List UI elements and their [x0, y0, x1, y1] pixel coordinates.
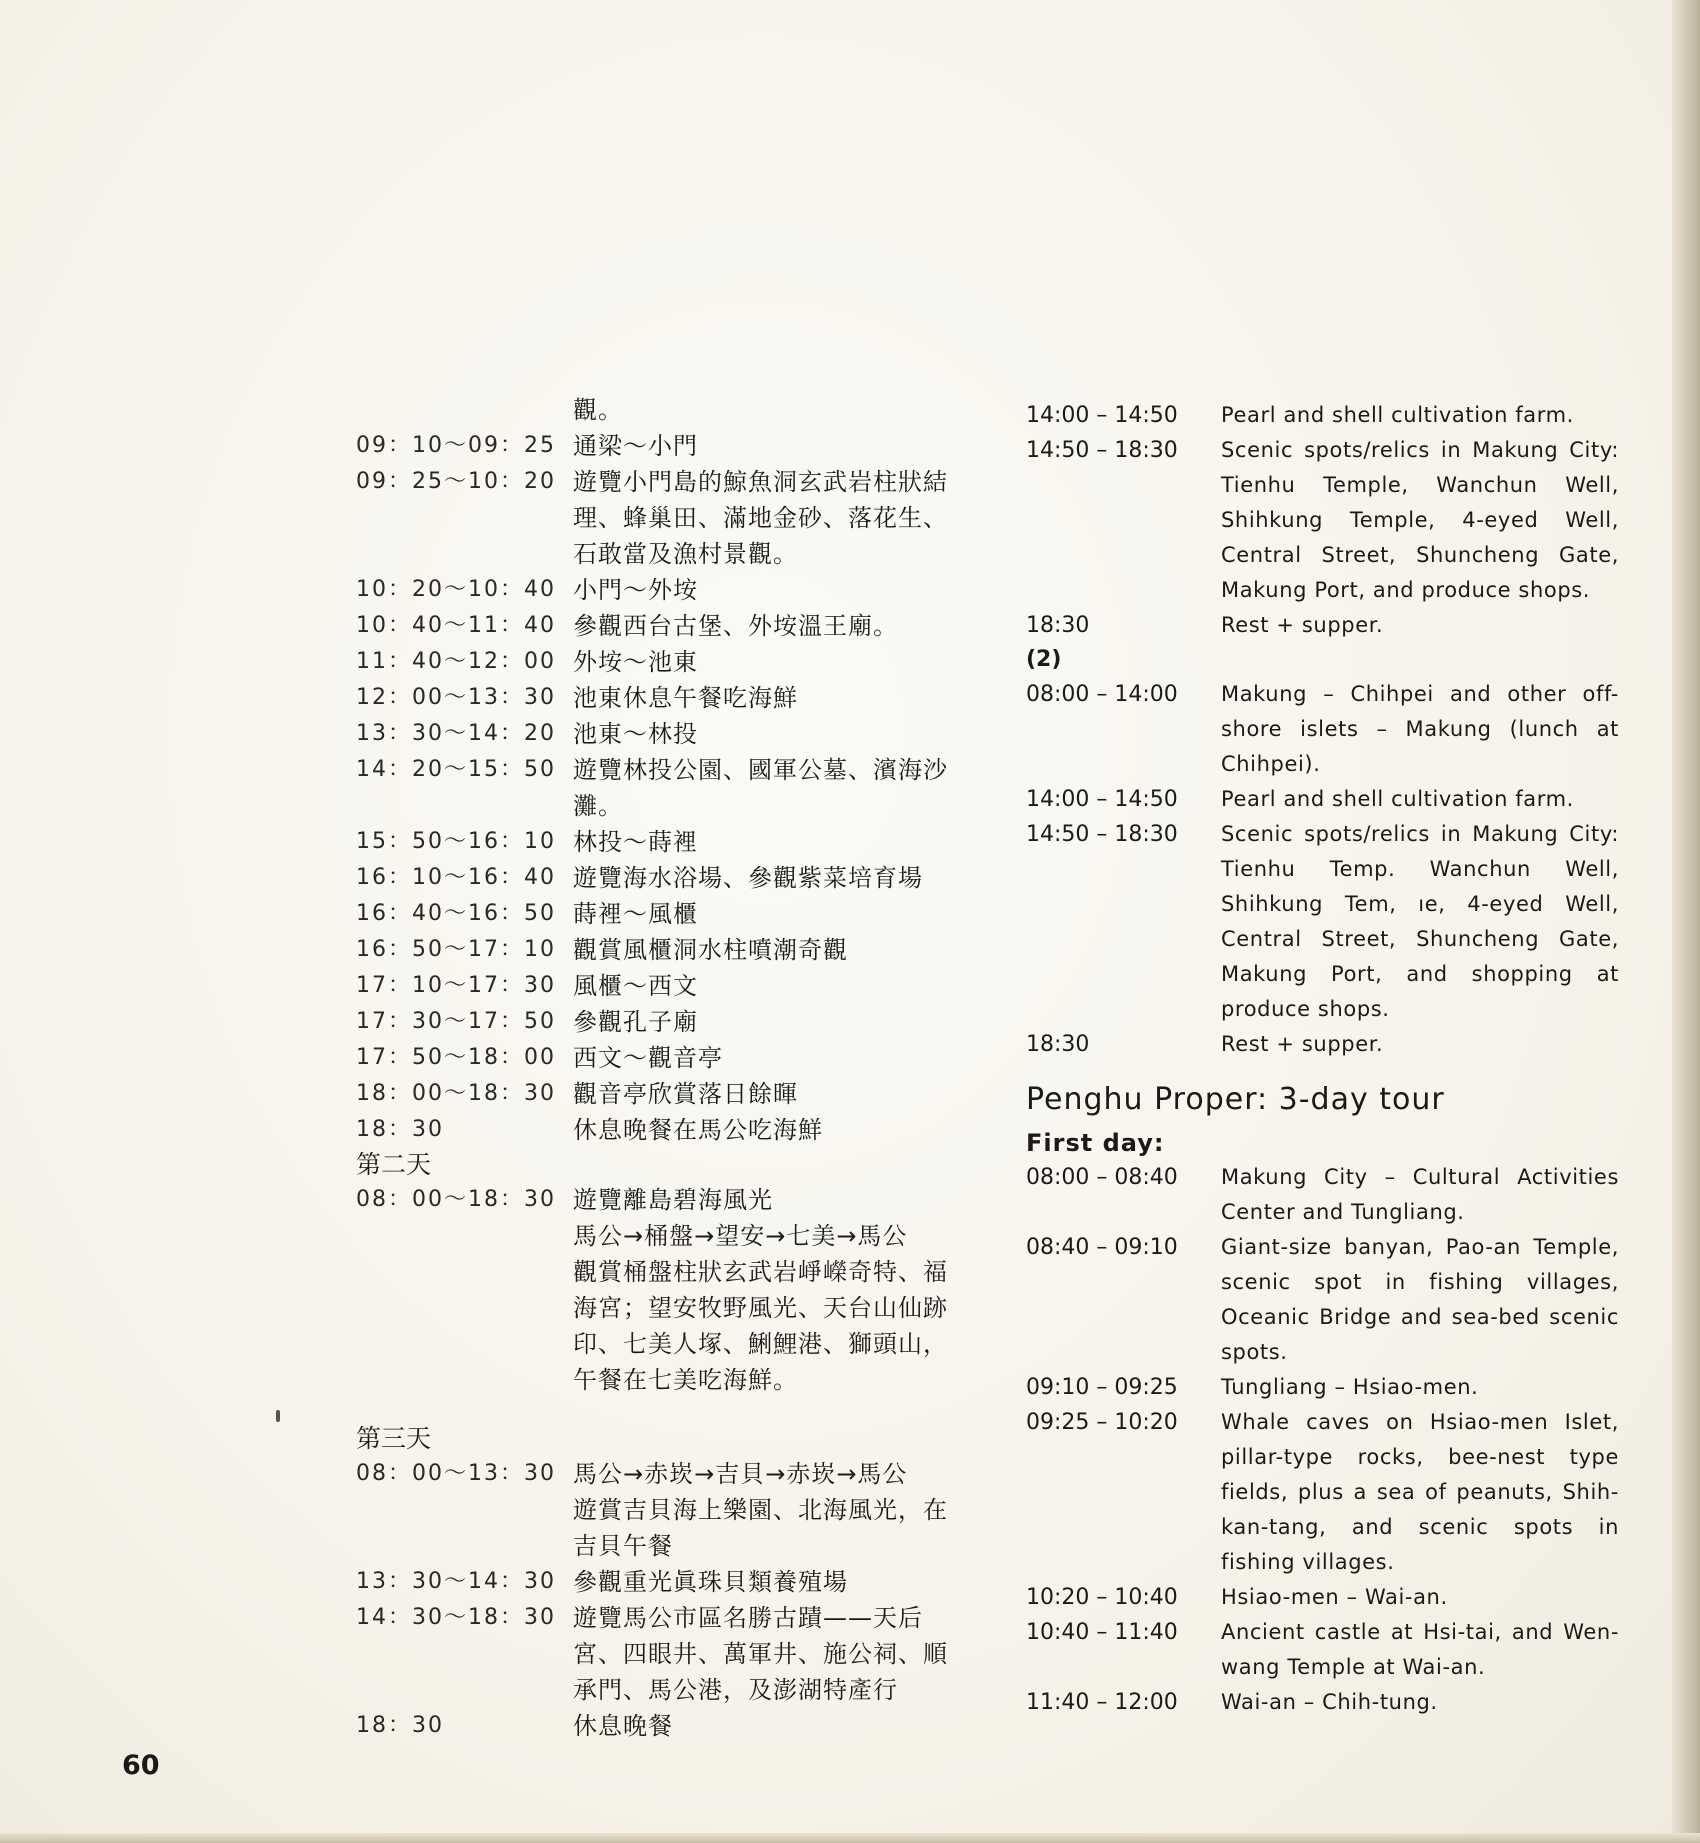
row-description: 觀音亭欣賞落日餘暉 [573, 1080, 798, 1108]
row-description: Pearl and shell cultivation farm. [1221, 787, 1574, 811]
row-time: 09：10～09：25 [356, 433, 556, 458]
day-three-label: 第三天 [356, 1424, 432, 1453]
itinerary-row [1026, 677, 1620, 782]
row-time: 18：30 [356, 1117, 444, 1142]
row-time: 08:40 – 09:10 [1026, 1235, 1178, 1260]
itinerary-row [356, 968, 976, 1004]
itinerary-row [1026, 782, 1620, 817]
row-description: 外垵～池東 [573, 648, 698, 676]
row-time: 08:00 – 08:40 [1026, 1165, 1178, 1190]
row-time: 08：00～18：30 [356, 1187, 556, 1212]
row-time: 10：40～11：40 [356, 613, 556, 638]
row-time: 17：10～17：30 [356, 973, 556, 998]
row-time: 17：30～17：50 [356, 1009, 556, 1034]
page-number: 60 [122, 1750, 160, 1781]
itinerary-row [356, 860, 976, 896]
row-description: 參觀孔子廟 [573, 1008, 698, 1036]
row-time: 16：50～17：10 [356, 937, 556, 962]
row-time: 09:25 – 10:20 [1026, 1410, 1178, 1435]
row-description: Makung – Chihpei and other off-shore islets – Makung (lunch at Chihpei). [1221, 682, 1619, 776]
itinerary-row [356, 1182, 976, 1218]
row-description: 小門～外垵 [573, 576, 698, 604]
row-description: 遊覽小門島的鯨魚洞玄武岩柱狀結理、蜂巢田、滿地金砂、落花生、石敢當及漁村景觀。 [573, 468, 948, 568]
chinese-itinerary-rows [356, 392, 976, 1148]
row-time: 18:30 [1026, 1032, 1090, 1057]
itinerary-row [356, 1492, 976, 1564]
itinerary-row [356, 1218, 976, 1254]
row-time: 13：30～14：20 [356, 721, 556, 746]
row-description: Whale caves on Hsiao-men Islet, pillar-type rocks, bee-nest type fields, plus a sea of peanuts, Shih-kan-tang, and scenic spots in fishing villages. [1221, 1410, 1619, 1574]
row-time: 14:50 – 18:30 [1026, 822, 1178, 847]
row-description: 遊覽馬公市區名勝古蹟——天后宮、四眼井、萬軍井、施公祠、順承門、馬公港，及澎湖特產行 [573, 1604, 948, 1704]
itinerary-row [1026, 433, 1620, 608]
itinerary-row [1026, 817, 1620, 1027]
row-description: Hsiao-men – Wai-an. [1221, 1585, 1448, 1609]
row-time: 17：50～18：00 [356, 1045, 556, 1070]
row-time: 14:00 – 14:50 [1026, 787, 1178, 812]
row-description: 遊覽林投公園、國軍公墓、濱海沙灘。 [573, 756, 948, 820]
day-two-rows [356, 1182, 976, 1398]
row-description: 觀賞桶盤柱狀玄武岩崢嶸奇特、福海宮；望安牧野風光、天台山仙跡印、七美人塚、鯏鯉港、獅頭山，午餐在七美吃海鮮。 [573, 1258, 948, 1394]
row-time: 15：50～16：10 [356, 829, 556, 854]
section-2-label: (2) [1026, 647, 1062, 672]
itinerary-row [356, 608, 976, 644]
itinerary-row [356, 824, 976, 860]
ink-speck [276, 1410, 280, 1422]
row-time: 11:40 – 12:00 [1026, 1690, 1178, 1715]
page-bottom-edge [0, 1833, 1700, 1843]
row-description: 觀賞風櫃洞水柱噴潮奇觀 [573, 936, 848, 964]
row-description: 池東休息午餐吃海鮮 [573, 684, 798, 712]
row-time: 09：25～10：20 [356, 469, 556, 494]
row-time: 11：40～12：00 [356, 649, 556, 674]
english-block-3 [1026, 1160, 1620, 1720]
itinerary-row [356, 1708, 976, 1744]
tour-heading: Penghu Proper: 3-day tour [1026, 1082, 1445, 1117]
row-description: Makung City – Cultural Activities Center and Tungliang. [1221, 1165, 1619, 1224]
row-description: Scenic spots/relics in Makung City: Tienhu Temp. Wanchun Well, Shihkung Tem, ıe, 4-eyed Well, Central Street, Shuncheng Gate, Makung Port, and shopping at produce shops. [1221, 822, 1619, 1021]
row-description: 馬公→赤崁→吉貝→赤崁→馬公 [573, 1460, 908, 1488]
row-description: Giant-size banyan, Pao-an Temple, scenic spot in fishing villages, Oceanic Bridge and sea-bed scenic spots. [1221, 1235, 1619, 1364]
itinerary-row [356, 392, 976, 428]
row-description: 遊賞吉貝海上樂園、北海風光，在吉貝午餐 [573, 1496, 948, 1560]
english-block-2 [1026, 677, 1620, 1062]
itinerary-row [356, 680, 976, 716]
itinerary-row [356, 1076, 976, 1112]
row-description: Scenic spots/relics in Makung City: Tienhu Temple, Wanchun Well, Shihkung Temple, 4-eyed Well, Central Street, Shuncheng Gate, Makung Port, and produce shops. [1221, 438, 1619, 602]
first-day-label: First day: [1026, 1129, 1165, 1157]
row-description: 通梁～小門 [573, 432, 698, 460]
row-time: 14：30～18：30 [356, 1605, 556, 1630]
itinerary-row [356, 464, 976, 572]
row-description: 遊覽海水浴場、參觀紫菜培育場 [573, 864, 923, 892]
row-description: 林投～蒔裡 [573, 828, 698, 856]
row-time: 12：00～13：30 [356, 685, 556, 710]
itinerary-row [1026, 1160, 1620, 1230]
row-description: 馬公→桶盤→望安→七美→馬公 [573, 1222, 908, 1250]
itinerary-row [356, 896, 976, 932]
itinerary-row [1026, 1615, 1620, 1685]
row-time: 18：30 [356, 1713, 444, 1738]
row-time: 08:00 – 14:00 [1026, 682, 1178, 707]
row-description: 參觀西台古堡、外垵溫王廟。 [573, 612, 898, 640]
row-time: 16：40～16：50 [356, 901, 556, 926]
row-description: 蒔裡～風櫃 [573, 900, 698, 928]
itinerary-row [356, 932, 976, 968]
row-time: 14：20～15：50 [356, 757, 556, 782]
itinerary-row [356, 644, 976, 680]
day-three-rows [356, 1456, 976, 1744]
itinerary-row [356, 428, 976, 464]
row-time: 14:00 – 14:50 [1026, 403, 1178, 428]
row-description: Tungliang – Hsiao-men. [1221, 1375, 1479, 1399]
row-time: 14:50 – 18:30 [1026, 438, 1178, 463]
itinerary-row [356, 1004, 976, 1040]
row-time: 18：00～18：30 [356, 1081, 556, 1106]
english-block-1 [1026, 398, 1620, 643]
itinerary-row [1026, 1685, 1620, 1720]
row-description: 觀。 [573, 396, 623, 424]
english-itinerary [1026, 398, 1620, 1720]
row-description: Pearl and shell cultivation farm. [1221, 403, 1574, 427]
row-description: 風櫃～西文 [573, 972, 698, 1000]
row-time: 10:40 – 11:40 [1026, 1620, 1178, 1645]
row-description: 西文～觀音亭 [573, 1044, 723, 1072]
row-time: 08：00～13：30 [356, 1461, 556, 1486]
itinerary-row [1026, 1370, 1620, 1405]
row-description: 池東～林投 [573, 720, 698, 748]
row-time: 09:10 – 09:25 [1026, 1375, 1178, 1400]
row-description: 休息晚餐 [573, 1712, 673, 1740]
row-time: 16：10～16：40 [356, 865, 556, 890]
itinerary-row [356, 1040, 976, 1076]
row-description: 參觀重光眞珠貝類養殖場 [573, 1568, 848, 1596]
page-edge [1672, 0, 1700, 1843]
itinerary-row [1026, 608, 1620, 643]
itinerary-row [356, 1600, 976, 1708]
row-time: 13：30～14：30 [356, 1569, 556, 1594]
itinerary-row [356, 1254, 976, 1398]
row-time: 18:30 [1026, 613, 1090, 638]
day-two-label: 第二天 [356, 1150, 432, 1179]
itinerary-row [1026, 1580, 1620, 1615]
chinese-itinerary [356, 392, 976, 1744]
itinerary-row [1026, 1230, 1620, 1370]
itinerary-row [1026, 398, 1620, 433]
row-time: 10:20 – 10:40 [1026, 1585, 1178, 1610]
row-description: Rest + supper. [1221, 1032, 1384, 1056]
itinerary-row [356, 1112, 976, 1148]
itinerary-row [356, 1456, 976, 1492]
itinerary-row [1026, 1027, 1620, 1062]
row-description: 休息晚餐在馬公吃海鮮 [573, 1116, 823, 1144]
itinerary-row [1026, 1405, 1620, 1580]
row-description: Wai-an – Chih-tung. [1221, 1690, 1438, 1714]
itinerary-row [356, 716, 976, 752]
row-time: 10：20～10：40 [356, 577, 556, 602]
itinerary-row [356, 572, 976, 608]
row-description: Rest + supper. [1221, 613, 1384, 637]
row-description: 遊覽離島碧海風光 [573, 1186, 773, 1214]
itinerary-row [356, 752, 976, 824]
itinerary-row [356, 1564, 976, 1600]
row-description: Ancient castle at Hsi-tai, and Wen-wang Temple at Wai-an. [1221, 1620, 1619, 1679]
